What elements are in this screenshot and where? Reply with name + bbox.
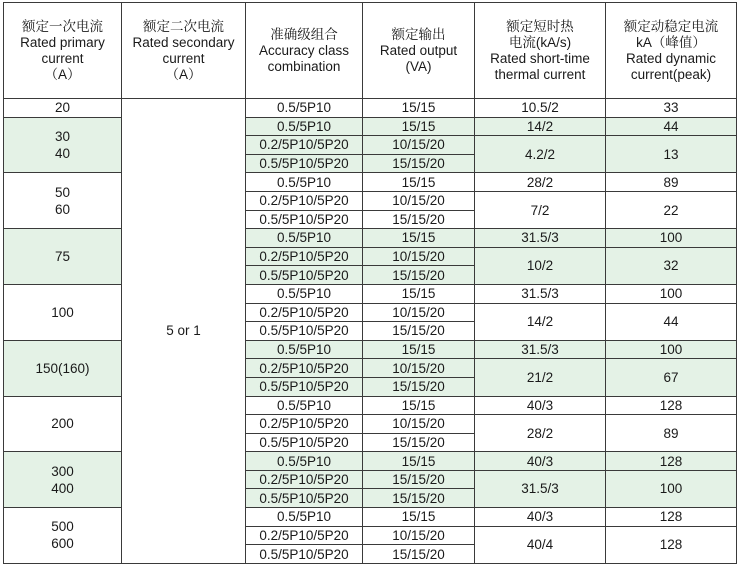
- primary-current-value: 60: [54, 201, 71, 217]
- accuracy-class-cell: 0.5/5P10: [246, 508, 363, 527]
- rated-output-header: [363, 3, 475, 99]
- dynamic-current-cell: 100: [606, 229, 737, 248]
- dynamic-current-cell: 33: [606, 99, 737, 118]
- table-row: [4, 229, 737, 248]
- rated-output-cell: 15/15/20: [363, 433, 475, 452]
- rated-output-cell: 15/15: [363, 173, 475, 192]
- rated-output-cell: 15/15: [363, 340, 475, 359]
- thermal-current-cell: 21/2: [475, 359, 606, 396]
- primary-current-value: 20: [54, 100, 71, 116]
- header-line: 额定动稳定电流: [623, 18, 719, 34]
- header-line: current: [41, 50, 84, 66]
- header-line: current(peak): [630, 66, 712, 82]
- thermal-current-cell: 10.5/2: [475, 99, 606, 118]
- ratings-table: [3, 2, 737, 564]
- header-line: Rated short-time: [490, 50, 590, 66]
- accuracy-class-cell: 0.5/5P10: [246, 284, 363, 303]
- accuracy-class-cell: 0.5/5P10: [246, 452, 363, 471]
- primary-current-value: 150(160): [35, 360, 90, 376]
- primary-current-cell: [4, 99, 122, 118]
- accuracy-class-cell: 0.5/5P10/5P20: [246, 489, 363, 508]
- dynamic-current-cell: 100: [606, 340, 737, 359]
- dynamic-current-cell: 128: [606, 526, 737, 563]
- accuracy-class-cell: 0.5/5P10/5P20: [246, 377, 363, 396]
- thermal-current-cell: 31.5/3: [475, 470, 606, 507]
- primary-current-value: 400: [51, 480, 74, 496]
- primary-current-value: 300: [51, 463, 74, 479]
- header-line: Rated secondary: [132, 34, 235, 50]
- dynamic-current-cell: 89: [606, 173, 737, 192]
- dynamic-current-cell: 67: [606, 359, 737, 396]
- thermal-current-cell: 14/2: [475, 117, 606, 136]
- accuracy-class-cell: 0.5/5P10/5P20: [246, 322, 363, 341]
- header-line: Rated dynamic: [625, 50, 717, 66]
- primary-current-value: 40: [54, 145, 71, 161]
- accuracy-class-cell: 0.5/5P10: [246, 229, 363, 248]
- rated-output-cell: 15/15/20: [363, 210, 475, 229]
- rated-output-cell: 15/15: [363, 396, 475, 415]
- primary-current-cell: [4, 452, 122, 508]
- rated-output-cell: 15/15: [363, 99, 475, 118]
- primary-current-value: 100: [51, 304, 74, 320]
- primary-current-value: 600: [51, 536, 74, 552]
- table-row: [4, 508, 737, 527]
- thermal-current-cell: 40/3: [475, 508, 606, 527]
- accuracy-class-cell: 0.2/5P10/5P20: [246, 470, 363, 489]
- dynamic-current-header: [606, 3, 737, 99]
- accuracy-class-cell: 0.2/5P10/5P20: [246, 526, 363, 545]
- accuracy-class-cell: 0.5/5P10/5P20: [246, 154, 363, 173]
- accuracy-class-cell: 0.5/5P10/5P20: [246, 266, 363, 285]
- primary-current-cell: [4, 117, 122, 173]
- header-row: [4, 3, 737, 99]
- table-row: [4, 284, 737, 303]
- accuracy-class-cell: 0.2/5P10/5P20: [246, 415, 363, 434]
- rated-output-cell: 15/15: [363, 452, 475, 471]
- header-line: current: [162, 50, 205, 66]
- rated-output-cell: 15/15/20: [363, 470, 475, 489]
- dynamic-current-cell: 128: [606, 508, 737, 527]
- accuracy-class-cell: 0.2/5P10/5P20: [246, 136, 363, 155]
- thermal-current-cell: 31.5/3: [475, 229, 606, 248]
- accuracy-class-cell: 0.5/5P10: [246, 99, 363, 118]
- rated-output-cell: 15/15/20: [363, 545, 475, 564]
- table-row: [4, 340, 737, 359]
- primary-current-cell: [4, 284, 122, 340]
- accuracy-class-cell: 0.5/5P10: [246, 173, 363, 192]
- dynamic-current-cell: 13: [606, 136, 737, 173]
- header-line: (VA): [405, 58, 432, 74]
- primary-current-cell: [4, 508, 122, 564]
- rated-output-cell: 15/15: [363, 229, 475, 248]
- table-row: [4, 173, 737, 192]
- rated-output-cell: 10/15/20: [363, 415, 475, 434]
- header-line: combination: [267, 58, 341, 74]
- primary-current-value: 30: [54, 128, 71, 144]
- rated-output-cell: 10/15/20: [363, 136, 475, 155]
- thermal-current-cell: 40/4: [475, 526, 606, 563]
- rated-output-cell: 15/15/20: [363, 489, 475, 508]
- rated-output-cell: 10/15/20: [363, 247, 475, 266]
- thermal-current-header: [475, 3, 606, 99]
- header-line: 额定短时热: [506, 18, 574, 34]
- rated-output-cell: 15/15/20: [363, 266, 475, 285]
- header-line: 额定二次电流: [143, 18, 224, 34]
- thermal-current-cell: 31.5/3: [475, 284, 606, 303]
- thermal-current-cell: 31.5/3: [475, 340, 606, 359]
- table-row: [4, 452, 737, 471]
- accuracy-class-cell: 0.2/5P10/5P20: [246, 359, 363, 378]
- dynamic-current-cell: 100: [606, 284, 737, 303]
- accuracy-class-cell: 0.2/5P10/5P20: [246, 191, 363, 210]
- accuracy-class-cell: 0.5/5P10/5P20: [246, 545, 363, 564]
- accuracy-class-cell: 0.2/5P10/5P20: [246, 247, 363, 266]
- dynamic-current-cell: 44: [606, 303, 737, 340]
- dynamic-current-cell: 128: [606, 396, 737, 415]
- thermal-current-cell: 40/3: [475, 396, 606, 415]
- primary-current-cell: [4, 229, 122, 285]
- accuracy-class-cell: 0.5/5P10: [246, 340, 363, 359]
- dynamic-current-cell: 32: [606, 247, 737, 284]
- header-line: （A）: [165, 66, 202, 82]
- thermal-current-cell: 10/2: [475, 247, 606, 284]
- accuracy-class-cell: 0.5/5P10: [246, 117, 363, 136]
- table-body: [4, 99, 737, 564]
- dynamic-current-cell: 128: [606, 452, 737, 471]
- header-line: Accuracy class: [258, 42, 350, 58]
- rated-output-cell: 10/15/20: [363, 359, 475, 378]
- table-row: [4, 117, 737, 136]
- accuracy-class-cell: 0.5/5P10: [246, 396, 363, 415]
- rated-output-cell: 10/15/20: [363, 303, 475, 322]
- header-line: （A）: [44, 66, 81, 82]
- rated-output-cell: 10/15/20: [363, 526, 475, 545]
- rated-output-cell: 10/15/20: [363, 191, 475, 210]
- secondary-current-cell: 5 or 1: [122, 99, 246, 564]
- header-line: 额定输出: [391, 26, 446, 42]
- thermal-current-cell: 28/2: [475, 173, 606, 192]
- rated-secondary-current-header: [122, 3, 246, 99]
- accuracy-class-cell: 0.2/5P10/5P20: [246, 303, 363, 322]
- dynamic-current-cell: 100: [606, 470, 737, 507]
- header-line: Rated primary: [20, 34, 105, 50]
- thermal-current-cell: 4.2/2: [475, 136, 606, 173]
- header-line: 电流(kA/s): [508, 34, 572, 50]
- thermal-current-cell: 14/2: [475, 303, 606, 340]
- header-line: Rated output: [379, 42, 458, 58]
- table-row: [4, 396, 737, 415]
- rated-output-cell: 15/15: [363, 117, 475, 136]
- dynamic-current-cell: 22: [606, 191, 737, 228]
- rated-output-cell: 15/15/20: [363, 322, 475, 341]
- rated-output-cell: 15/15: [363, 508, 475, 527]
- header-line: thermal current: [494, 66, 586, 82]
- header-line: 额定一次电流: [22, 18, 103, 34]
- dynamic-current-cell: 44: [606, 117, 737, 136]
- primary-current-value: 200: [51, 416, 74, 432]
- rated-output-cell: 15/15: [363, 284, 475, 303]
- thermal-current-cell: 7/2: [475, 191, 606, 228]
- rated-output-cell: 15/15/20: [363, 154, 475, 173]
- thermal-current-cell: 40/3: [475, 452, 606, 471]
- thermal-current-cell: 28/2: [475, 415, 606, 452]
- primary-current-value: 500: [51, 519, 74, 535]
- dynamic-current-cell: 89: [606, 415, 737, 452]
- primary-current-value: 50: [54, 184, 71, 200]
- rated-primary-current-header: [4, 3, 122, 99]
- accuracy-class-cell: 0.5/5P10/5P20: [246, 210, 363, 229]
- table-row: [4, 99, 737, 118]
- accuracy-class-header: [246, 3, 363, 99]
- primary-current-cell: [4, 340, 122, 396]
- primary-current-cell: [4, 396, 122, 452]
- header-line: 准确级组合: [270, 26, 338, 42]
- header-line: kA（峰值）: [636, 34, 706, 50]
- primary-current-value: 75: [54, 249, 71, 265]
- primary-current-cell: [4, 173, 122, 229]
- accuracy-class-cell: 0.5/5P10/5P20: [246, 433, 363, 452]
- rated-output-cell: 15/15/20: [363, 377, 475, 396]
